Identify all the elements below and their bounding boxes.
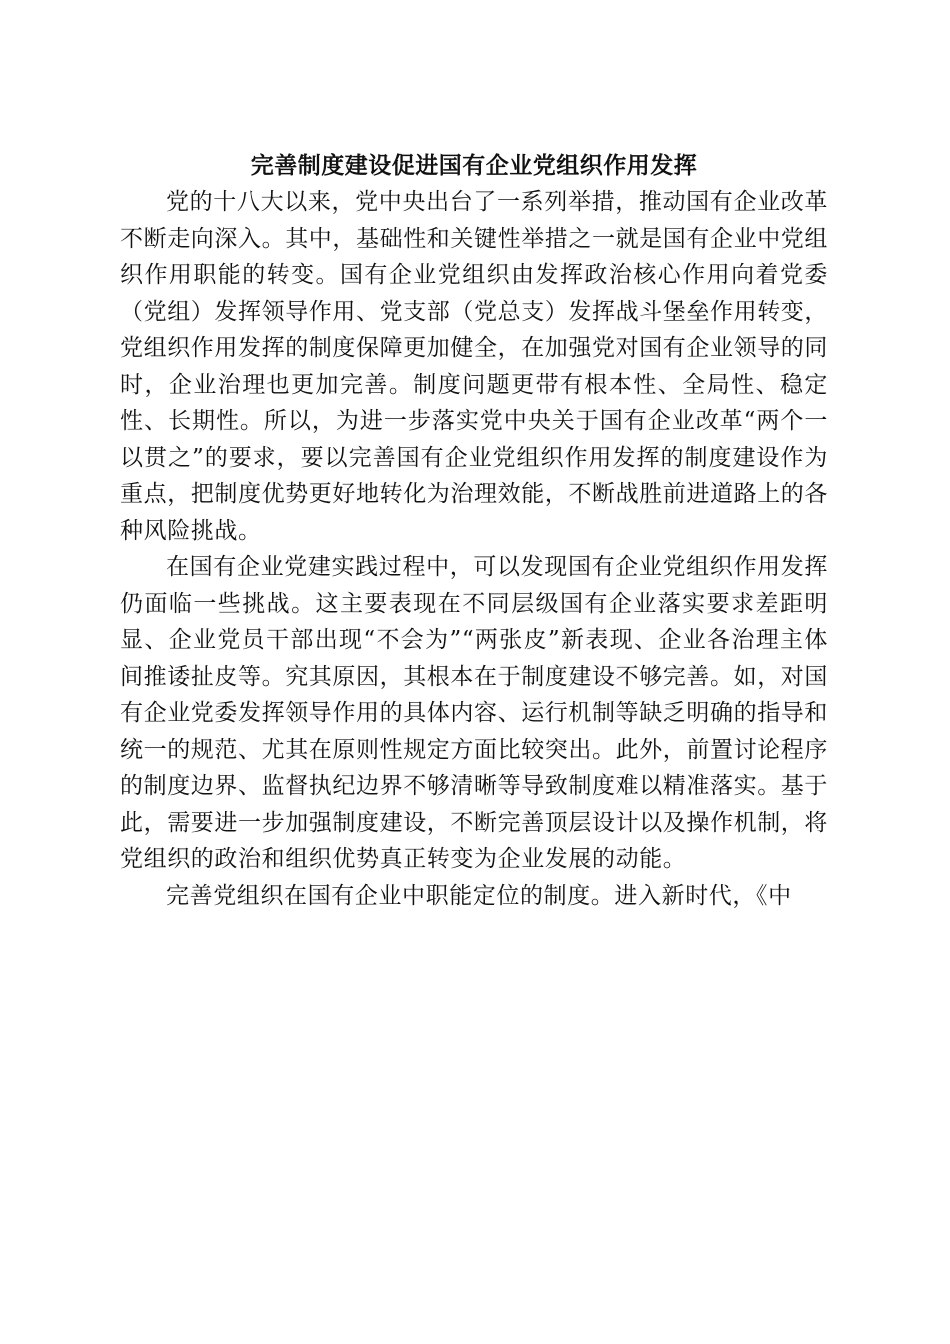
document-title: 完善制度建设促进国有企业党组织作用发挥 — [250, 153, 698, 179]
paragraph-2: 在国有企业党建实践过程中，可以发现国有企业党组织作用发挥仍面临一些挑战。这主要表现在不同层级国有企业落实要求差距明显、企业党员干部出现“不会为”“两张皮”新表现、企业各治理主体间推诿扯皮等。究其原因，其根本在于制度建设不够完善。如，对国有企业党委发挥领导作用的具体内容、运行机制等缺乏明确的指导和统一的规范、尤其在原则性规定方面比较突出。此外，前置讨论程序的制度边界、监督执纪边界不够清晰等导致制度难以精准落实。基于此，需要进一步加强制度建设，不断完善顶层设计以及操作机制，将党组织的政治和组织优势真正转变为企业发展的动能。 — [120, 554, 828, 872]
paragraph-3: 完善党组织在国有企业中职能定位的制度。进入新时代，《中 — [166, 882, 792, 909]
document-body — [120, 148, 828, 914]
paragraph-1: 党的十八大以来，党中央出台了一系列举措，推动国有企业改革不断走向深入。其中，基础性和关键性举措之一就是国有企业中党组织作用职能的转变。国有企业党组织由发挥政治核心作用向着党委（党组）发挥领导作用、党支部（党总支）发挥战斗堡垒作用转变，党组织作用发挥的制度保障更加健全，在加强党对国有企业领导的同时，企业治理也更加完善。制度问题更带有根本性、全局性、稳定性、长期性。所以，为进一步落实党中央关于国有企业改革“两个一以贯之”的要求，要以完善国有企业党组织作用发挥的制度建设作为重点，把制度优势更好地转化为治理效能，不断战胜前进道路上的各种风险挑战。 — [120, 189, 828, 544]
